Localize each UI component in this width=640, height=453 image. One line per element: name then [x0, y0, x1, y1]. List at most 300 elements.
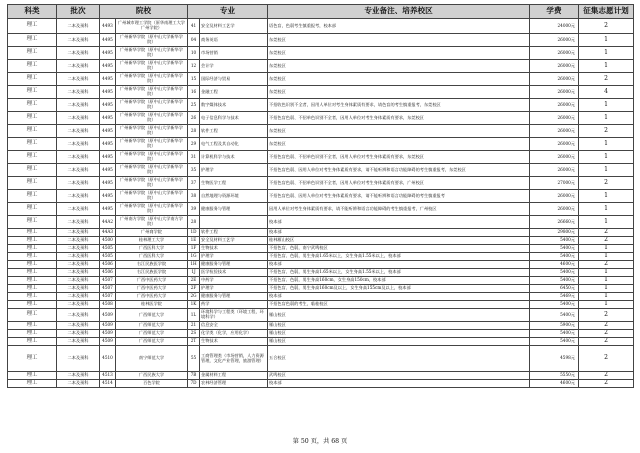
table-row: [8, 293, 634, 301]
tuition-cell: 26000元: [530, 60, 579, 73]
major-note-cell: 校本部: [268, 229, 530, 237]
school-name-cell: 右江民族医学院: [116, 269, 188, 277]
major-note-cell: 五合校区: [268, 346, 530, 372]
school-code-cell: 4507: [100, 293, 116, 301]
school-name-cell: 右江民族医学院: [116, 261, 188, 269]
school-name-cell: 广州新华学院（原中山大学新华学院）: [116, 125, 188, 138]
major-note-cell: 校本部: [268, 216, 530, 229]
major-name-cell: 健康服务与管理: [200, 261, 268, 269]
plan-count-cell: 2: [579, 125, 634, 138]
header-category: 科类: [8, 5, 57, 19]
table-row: [8, 112, 634, 125]
plan-count-cell: 1: [579, 34, 634, 47]
major-note-cell: 东莞校区: [268, 125, 530, 138]
school-name-cell: 广西师范大学: [116, 322, 188, 330]
major-note-cell: 语色盲，色弱考生慎重报考，校本部: [268, 19, 530, 34]
plan-count-cell: 2: [579, 322, 634, 330]
tuition-cell: 26000元: [530, 112, 579, 125]
plan-count-cell: 2: [579, 372, 634, 380]
school-name-cell: 广州商学院: [116, 229, 188, 237]
table-row: [8, 229, 634, 237]
major-code-cell: 39: [188, 203, 200, 216]
tuition-cell: 26000元: [530, 34, 579, 47]
major-code-cell: 21: [188, 322, 200, 330]
major-note-cell: 不招色盲、色弱，男生身高1.65米以上，女生身高1.55米以上，校本部: [268, 269, 530, 277]
school-name-cell: 广州新华学院（原中山大学新华学院）: [116, 190, 188, 203]
school-code-cell: 4495: [100, 86, 116, 99]
category-cell: 理工: [8, 216, 57, 229]
table-row: [8, 99, 634, 112]
tuition-cell: 5400元: [530, 309, 579, 322]
table-header-row: [8, 5, 634, 19]
tuition-cell: 5400元: [530, 245, 579, 253]
plan-count-cell: 4: [579, 86, 634, 99]
batch-cell: 二本及预科: [57, 34, 100, 47]
major-code-cell: 2G: [188, 293, 200, 301]
batch-cell: 二本及预科: [57, 261, 100, 269]
category-cell: 理工: [8, 203, 57, 216]
plan-count-cell: 1: [579, 277, 634, 285]
major-name-cell: 中药学: [200, 277, 268, 285]
major-code-cell: 1J: [188, 269, 200, 277]
batch-cell: 二本及预科: [57, 330, 100, 338]
plan-count-cell: 1: [579, 151, 634, 164]
batch-cell: 二本及预科: [57, 138, 100, 151]
category-cell: 理工: [8, 330, 57, 338]
table-row: [8, 19, 634, 34]
school-code-cell: 4495: [100, 125, 116, 138]
tuition-cell: 5400元: [530, 237, 579, 245]
major-note-cell: 东莞校区: [268, 138, 530, 151]
major-name-cell: 会计学: [200, 60, 268, 73]
batch-cell: 二本及预科: [57, 60, 100, 73]
batch-cell: 二本及预科: [57, 190, 100, 203]
major-name-cell: 市场营销: [200, 47, 268, 60]
major-code-cell: 7D: [188, 380, 200, 388]
batch-cell: 二本及预科: [57, 269, 100, 277]
school-name-cell: 广州新华学院（原中山大学新华学院）: [116, 73, 188, 86]
category-cell: 理工: [8, 338, 57, 346]
major-name-cell: 商务英语: [200, 34, 268, 47]
major-code-cell: 16: [188, 86, 200, 99]
category-cell: 理工: [8, 229, 57, 237]
batch-cell: 二本及预科: [57, 216, 100, 229]
major-code-cell: 2S: [188, 330, 200, 338]
school-name-cell: 广西中医药大学: [116, 277, 188, 285]
major-code-cell: 1F: [188, 245, 200, 253]
major-name-cell: 生物医学工程: [200, 177, 268, 190]
plan-count-cell: 1: [579, 301, 634, 309]
major-code-cell: 1E: [188, 237, 200, 245]
major-name-cell: 安全及材料工艺学: [200, 237, 268, 245]
table-row: [8, 47, 634, 60]
major-note-cell: 雁山校区: [268, 330, 530, 338]
major-note-cell: 不招色盲色弱、因用人单位对考生身体素质有要求，请不能听辨和语言功能障碍的考生慎重报考，东莞校区: [268, 164, 530, 177]
category-cell: 理工: [8, 277, 57, 285]
school-code-cell: 4507: [100, 285, 116, 293]
major-name-cell: 农林经济管理: [200, 380, 268, 388]
school-code-cell: 4506: [100, 261, 116, 269]
major-code-cell: 41: [188, 19, 200, 34]
major-name-cell: 化学类（化学，应用化学）: [200, 330, 268, 338]
tuition-cell: 5400元: [530, 330, 579, 338]
major-code-cell: 15: [188, 73, 200, 86]
table-row: [8, 380, 634, 388]
batch-cell: 二本及预科: [57, 125, 100, 138]
major-name-cell: 电气工程及其自动化: [200, 138, 268, 151]
school-code-cell: 4507: [100, 277, 116, 285]
school-code-cell: 4495: [100, 190, 116, 203]
major-note-cell: 桂林雁山校区: [268, 237, 530, 245]
table-row: [8, 164, 634, 177]
table-row: [8, 269, 634, 277]
school-name-cell: 广州新华学院（原中山大学新华学院）: [116, 86, 188, 99]
category-cell: 理工: [8, 47, 57, 60]
school-name-cell: 广西中医药大学: [116, 285, 188, 293]
plan-count-cell: 1: [579, 245, 634, 253]
school-code-cell: 4509: [100, 322, 116, 330]
major-name-cell: 电子信息科学与技术: [200, 112, 268, 125]
school-name-cell: 广州新华学院（原中山大学新华学院）: [116, 164, 188, 177]
major-code-cell: 1D: [188, 229, 200, 237]
plan-count-cell: 1: [579, 190, 634, 203]
school-name-cell: 广西中医药大学: [116, 293, 188, 301]
school-code-cell: 4495: [100, 177, 116, 190]
major-name-cell: 金属材料工程: [200, 372, 268, 380]
table-row: [8, 177, 634, 190]
major-code-cell: 38: [188, 190, 200, 203]
school-name-cell: 广西师范大学: [116, 330, 188, 338]
batch-cell: 二本及预科: [57, 203, 100, 216]
category-cell: 理工: [8, 151, 57, 164]
category-cell: 理工: [8, 253, 57, 261]
school-name-cell: 广西师范大学: [116, 309, 188, 322]
school-code-cell: 44A2: [100, 216, 116, 229]
plan-count-cell: 2: [579, 261, 634, 269]
tuition-cell: 26000元: [530, 164, 579, 177]
batch-cell: 二本及预科: [57, 86, 100, 99]
school-code-cell: 4510: [100, 346, 116, 372]
major-name-cell: 护理学: [200, 285, 268, 293]
category-cell: 理工: [8, 19, 57, 34]
category-cell: 理工: [8, 138, 57, 151]
major-name-cell: 护理学: [200, 253, 268, 261]
school-code-cell: 4495: [100, 60, 116, 73]
major-note-cell: 雁山校区: [268, 338, 530, 346]
category-cell: 理工: [8, 309, 57, 322]
table-row: [8, 237, 634, 245]
plan-count-cell: 1: [579, 269, 634, 277]
school-name-cell: 桂林医学院: [116, 301, 188, 309]
major-note-cell: 不招色盲色弱、因用人单位对考生身体素质有要求，请不能听辨和语言功能障碍的考生慎重报考: [268, 190, 530, 203]
school-name-cell: 百色学院: [116, 380, 188, 388]
major-name-cell: 国际经济与贸易: [200, 73, 268, 86]
table-row: [8, 330, 634, 338]
table-row: [8, 60, 634, 73]
major-note-cell: 不招收色识别不全者，因用人单位对考生身体素质有要求，请色盲的考生慎重报考，东莞校区: [268, 99, 530, 112]
category-cell: 理工: [8, 73, 57, 86]
major-note-cell: 雁山校区: [268, 322, 530, 330]
plan-count-cell: 2: [579, 346, 634, 372]
major-note-cell: 因用人单位对考生身体素质有要求，请不能听辨和语言功能障碍的考生慎重报考，广州校区: [268, 203, 530, 216]
major-name-cell: 健康服务与管理: [200, 203, 268, 216]
table-row: [8, 372, 634, 380]
school-code-cell: 4508: [100, 301, 116, 309]
batch-cell: 二本及预科: [57, 380, 100, 388]
header-tuition: 学费: [530, 5, 579, 19]
tuition-cell: 4600元: [530, 261, 579, 269]
major-note-cell: 武鸣校区: [268, 372, 530, 380]
batch-cell: 二本及预科: [57, 338, 100, 346]
batch-cell: 二本及预科: [57, 164, 100, 177]
major-code-cell: 31: [188, 151, 200, 164]
tuition-cell: 5400元: [530, 301, 579, 309]
major-note-cell: 校本部: [268, 261, 530, 269]
major-name-cell: 安全及材料工艺学: [200, 19, 268, 34]
tuition-cell: 4598元: [530, 346, 579, 372]
table-row: [8, 125, 634, 138]
tuition-cell: 5400元: [530, 338, 579, 346]
major-name-cell: 护理学: [200, 164, 268, 177]
batch-cell: 二本及预科: [57, 277, 100, 285]
tuition-cell: 27000元: [530, 177, 579, 190]
tuition-cell: 5900元: [530, 322, 579, 330]
header-school: 院校: [100, 5, 188, 19]
major-code-cell: 2T: [188, 338, 200, 346]
major-name-cell: 数字媒体技术: [200, 99, 268, 112]
batch-cell: 二本及预科: [57, 293, 100, 301]
plan-count-cell: 1: [579, 138, 634, 151]
tuition-cell: 26000元: [530, 203, 579, 216]
table-row: [8, 151, 634, 164]
major-code-cell: 55: [188, 346, 200, 372]
category-cell: 理工: [8, 112, 57, 125]
plan-count-cell: 1: [579, 253, 634, 261]
category-cell: 理工: [8, 164, 57, 177]
plan-count-cell: 2: [579, 380, 634, 388]
major-code-cell: 12: [188, 60, 200, 73]
major-name-cell: 金融工程: [200, 86, 268, 99]
school-name-cell: 广州新华学院（原中山大学新华学院）: [116, 177, 188, 190]
plan-count-cell: 1: [579, 99, 634, 112]
school-name-cell: 广州新华学院（原中山大学新华学院）: [116, 34, 188, 47]
major-code-cell: 2E: [188, 277, 200, 285]
major-note-cell: 校本部: [268, 293, 530, 301]
category-cell: 理工: [8, 125, 57, 138]
school-name-cell: 广西师范大学: [116, 338, 188, 346]
major-code-cell: 29: [188, 138, 200, 151]
tuition-cell: 26660元: [530, 216, 579, 229]
school-code-cell: 4495: [100, 34, 116, 47]
tuition-cell: 5400元: [530, 253, 579, 261]
table-row: [8, 86, 634, 99]
school-name-cell: 广州城市理工学院（原华南理工大学广州学院）: [116, 19, 188, 34]
category-cell: 理工: [8, 245, 57, 253]
major-code-cell: 10: [188, 47, 200, 60]
major-code-cell: 25: [188, 99, 200, 112]
tuition-cell: 26000元: [530, 138, 579, 151]
major-name-cell: 健康服务与管理: [200, 293, 268, 301]
table-row: [8, 203, 634, 216]
school-code-cell: 44A3: [100, 229, 116, 237]
school-code-cell: 4500: [100, 237, 116, 245]
school-name-cell: 广州新华学院（原中山大学新华学院）: [116, 47, 188, 60]
school-name-cell: 广州新华学院（原中山大学新华学院）: [116, 99, 188, 112]
major-code-cell: 2F: [188, 285, 200, 293]
batch-cell: 二本及预科: [57, 112, 100, 125]
category-cell: 理工: [8, 285, 57, 293]
tuition-cell: 26000元: [530, 86, 579, 99]
school-code-cell: 4495: [100, 151, 116, 164]
school-code-cell: 4505: [100, 245, 116, 253]
category-cell: 理工: [8, 60, 57, 73]
school-code-cell: 4513: [100, 372, 116, 380]
school-code-cell: 4514: [100, 380, 116, 388]
major-note-cell: 不招色盲、色弱，男生身高160cm及以上，女生身高155cm及以上，校本部: [268, 285, 530, 293]
major-note-cell: 不招色盲、色弱，男生身高160cm，女生身高150cm，校本部: [268, 277, 530, 285]
category-cell: 理工: [8, 322, 57, 330]
table-row: [8, 301, 634, 309]
batch-cell: 二本及预科: [57, 47, 100, 60]
school-name-cell: 广西民族大学: [116, 372, 188, 380]
header-plan: 征集志愿计划: [579, 5, 634, 19]
school-code-cell: 4495: [100, 112, 116, 125]
table-row: [8, 216, 634, 229]
table-row: [8, 346, 634, 372]
major-code-cell: 1G: [188, 253, 200, 261]
header-major: 专业: [188, 5, 268, 19]
major-name-cell: [200, 216, 268, 229]
plan-count-cell: 1: [579, 112, 634, 125]
tuition-cell: 5550元: [530, 372, 579, 380]
batch-cell: 二本及预科: [57, 151, 100, 164]
plan-count-cell: 1: [579, 60, 634, 73]
table-row: [8, 277, 634, 285]
table-row: [8, 253, 634, 261]
major-code-cell: 1L: [188, 309, 200, 322]
major-name-cell: 工商管理类（市场营销，人力资源管理，文化产业管理，旅游管理）: [200, 346, 268, 372]
major-code-cell: 35: [188, 164, 200, 177]
school-name-cell: 桂林理工大学: [116, 237, 188, 245]
batch-cell: 二本及预科: [57, 301, 100, 309]
batch-cell: 二本及预科: [57, 285, 100, 293]
batch-cell: 二本及预科: [57, 237, 100, 245]
school-code-cell: 4495: [100, 164, 116, 177]
batch-cell: 二本及预科: [57, 229, 100, 237]
tuition-cell: 5400元: [530, 277, 579, 285]
plan-count-cell: 2: [579, 330, 634, 338]
category-cell: 理工: [8, 346, 57, 372]
major-code-cell: 26: [188, 112, 200, 125]
batch-cell: 二本及预科: [57, 99, 100, 112]
major-note-cell: 东莞校区: [268, 86, 530, 99]
major-name-cell: 信息安全: [200, 322, 268, 330]
plan-count-cell: 2: [579, 338, 634, 346]
plan-count-cell: 1: [579, 216, 634, 229]
school-code-cell: 4506: [100, 269, 116, 277]
school-code-cell: 4509: [100, 338, 116, 346]
tuition-cell: 29800元: [530, 229, 579, 237]
plan-count-cell: 1: [579, 293, 634, 301]
major-code-cell: 28: [188, 125, 200, 138]
tuition-cell: 26000元: [530, 47, 579, 60]
major-note-cell: 不招色盲色弱、不招单色识别不全者，因用人单位对考生身体素质有要求，东莞校区: [268, 151, 530, 164]
major-name-cell: 自然地理与资源环境: [200, 190, 268, 203]
page-number: 第 50 页，共 68 页: [292, 438, 348, 445]
batch-cell: 二本及预科: [57, 309, 100, 322]
header-batch: 批次: [57, 5, 100, 19]
school-name-cell: 广州新华学院（原中山大学新华学院）: [116, 151, 188, 164]
category-cell: 理工: [8, 372, 57, 380]
tuition-cell: 26000元: [530, 99, 579, 112]
plan-count-cell: 1: [579, 203, 634, 216]
major-note-cell: 不招色盲色弱的考生，临桂校区: [268, 301, 530, 309]
major-name-cell: 生物技术: [200, 245, 268, 253]
tuition-cell: 4600元: [530, 380, 579, 388]
tuition-cell: 26000元: [530, 190, 579, 203]
plan-count-cell: 2: [579, 19, 634, 34]
admission-table: [7, 4, 634, 388]
category-cell: 理工: [8, 86, 57, 99]
header-major-note: 专业备注、培养校区: [268, 5, 530, 19]
major-note-cell: 不招色盲色弱、不招单色识别不全者，因用人单位对考生身体素质有要求，广州校区: [268, 177, 530, 190]
category-cell: 理工: [8, 301, 57, 309]
plan-count-cell: 1: [579, 164, 634, 177]
tuition-cell: 26000元: [530, 73, 579, 86]
tuition-cell: 5469元: [530, 293, 579, 301]
school-name-cell: 广州南方学院（原中山大学南方学院）: [116, 216, 188, 229]
category-cell: 理工: [8, 237, 57, 245]
table-row: [8, 338, 634, 346]
plan-count-cell: 2: [579, 309, 634, 322]
school-code-cell: 4505: [100, 253, 116, 261]
table-row: [8, 73, 634, 86]
category-cell: 理工: [8, 261, 57, 269]
table-row: [8, 322, 634, 330]
school-name-cell: 广州新华学院（原中山大学新华学院）: [116, 60, 188, 73]
tuition-cell: 26000元: [530, 125, 579, 138]
school-name-cell: 广州新华学院（原中山大学新华学院）: [116, 138, 188, 151]
table-row: [8, 138, 634, 151]
plan-count-cell: 2: [579, 177, 634, 190]
category-cell: 理工: [8, 380, 57, 388]
category-cell: 理工: [8, 34, 57, 47]
plan-count-cell: 2: [579, 229, 634, 237]
tuition-cell: 6450元: [530, 285, 579, 293]
tuition-cell: 24000元: [530, 19, 579, 34]
major-name-cell: 计算机科学与技术: [200, 151, 268, 164]
batch-cell: 二本及预科: [57, 19, 100, 34]
table-row: [8, 309, 634, 322]
major-name-cell: 生物技术: [200, 338, 268, 346]
school-name-cell: 南宁师范大学: [116, 346, 188, 372]
major-name-cell: 药学: [200, 301, 268, 309]
category-cell: 理工: [8, 269, 57, 277]
major-note-cell: 东莞校区: [268, 47, 530, 60]
school-name-cell: 广西医科大学: [116, 245, 188, 253]
major-code-cell: 1K: [188, 301, 200, 309]
major-name-cell: 医学检验技术: [200, 269, 268, 277]
major-code-cell: 04: [188, 34, 200, 47]
major-note-cell: 东莞校区: [268, 34, 530, 47]
plan-count-cell: 1: [579, 47, 634, 60]
table-row: [8, 34, 634, 47]
tuition-cell: 5400元: [530, 269, 579, 277]
major-code-cell: 7B: [188, 372, 200, 380]
batch-cell: 二本及预科: [57, 346, 100, 372]
major-note-cell: 雁山校区: [268, 309, 530, 322]
major-note-cell: 东莞校区: [268, 73, 530, 86]
